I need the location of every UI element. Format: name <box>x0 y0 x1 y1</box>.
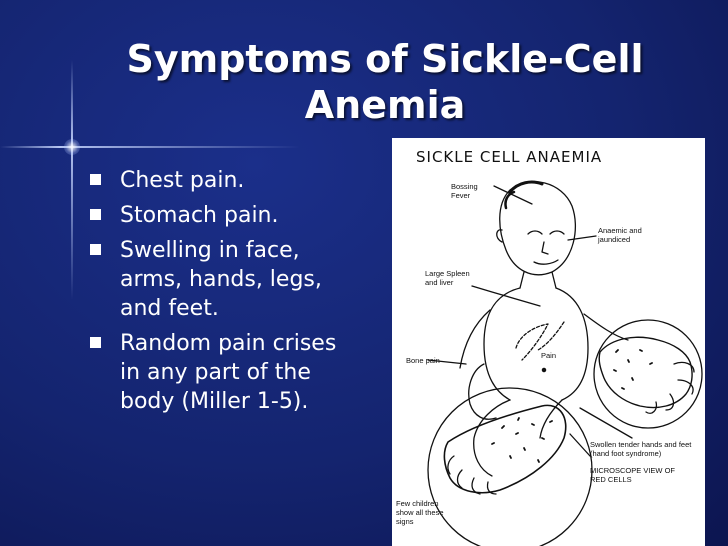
light-flare-center <box>64 139 80 155</box>
label-microscope: MICROSCOPE VIEW OF RED CELLS <box>590 466 676 484</box>
label-spleen: Large Spleen and liver <box>425 269 470 287</box>
title-line-1: Symptoms of Sickle-Cell <box>126 37 644 81</box>
label-pain: Pain <box>541 351 557 360</box>
bullet-stomach-pain <box>88 201 378 230</box>
square-bullet-icon <box>90 174 101 185</box>
label-anaemic: Anaemic and jaundiced <box>598 226 642 244</box>
sickle-cell-illustration <box>392 138 705 546</box>
light-flare-horizontal <box>0 146 300 148</box>
bullet-text-line-2: arms, hands, legs, <box>120 267 322 292</box>
bullet-chest-pain <box>88 166 378 195</box>
bullet-text: Chest pain. <box>120 168 245 193</box>
bullet-text-line-3: body (Miller 1-5). <box>120 389 309 414</box>
figure-title: SICKLE CELL ANAEMIA <box>416 148 603 166</box>
label-bossing: Bossing Fever <box>451 182 478 200</box>
title-line-2: Anemia <box>304 83 466 127</box>
bullet-swelling <box>88 236 378 323</box>
square-bullet-icon <box>90 244 101 255</box>
label-bone-pain: Bone pain <box>406 356 440 365</box>
square-bullet-icon <box>90 209 101 220</box>
child-drawing <box>392 138 705 546</box>
bullet-pain-crises <box>88 329 378 416</box>
label-few-children: Few children show all these signs <box>396 499 444 526</box>
bullet-text-line-2: in any part of the <box>120 360 311 385</box>
light-flare-vertical <box>71 60 73 300</box>
bullet-text-line-1: Random pain crises <box>120 331 337 356</box>
slide-title <box>80 36 690 128</box>
square-bullet-icon <box>90 337 101 348</box>
bullet-text-line-3: and feet. <box>120 296 219 321</box>
bullet-text-line-1: Swelling in face, <box>120 238 300 263</box>
bullet-text: Stomach pain. <box>120 203 279 228</box>
symptom-list <box>88 166 378 422</box>
label-swollen: Swollen tender hands and feet (hand foot syndrome) <box>590 440 692 458</box>
